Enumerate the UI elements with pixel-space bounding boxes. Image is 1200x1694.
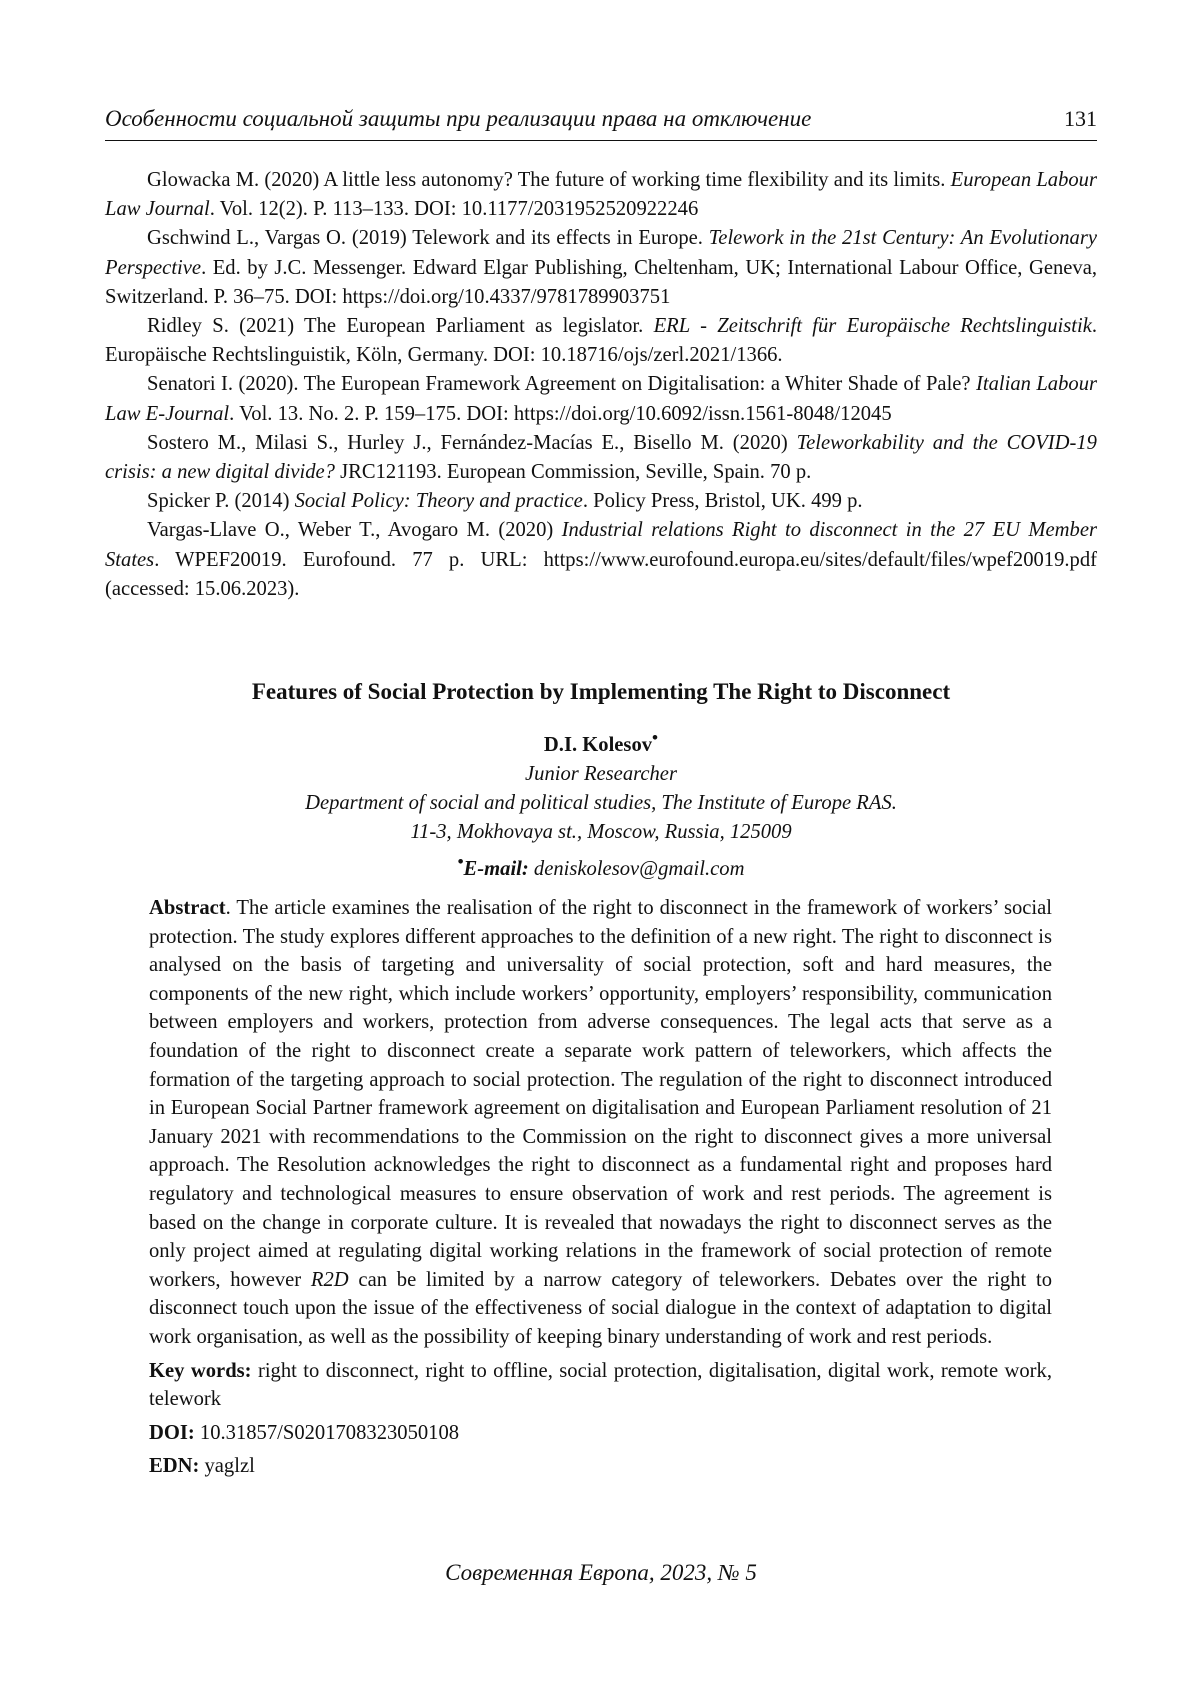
reference-item: Spicker P. (2014) Social Policy: Theory and practice. Policy Press, Bristol, UK. 499 p. bbox=[147, 490, 863, 513]
journal-footer: Современная Европа, 2023, № 5 bbox=[445, 1560, 757, 1585]
abstract-block bbox=[149, 894, 1052, 1481]
author-position: Junior Researcher bbox=[525, 762, 677, 785]
page-number: 131 bbox=[1064, 106, 1097, 131]
reference-item: Ridley S. (2021) The European Parliament as legislator. ERL - Zeitschrift für Europäische Rechtslinguistik. Europäische Rechtslinguistik, Köln, Germany. DOI: 10.18716/ojs/zerl.2021/1366. bbox=[105, 315, 1098, 367]
email-label: E-mail: bbox=[463, 857, 529, 880]
running-header bbox=[105, 106, 1097, 141]
author-name: D.I. Kolesov• bbox=[543, 728, 659, 756]
doi: DOI: 10.31857/S0201708323050108 bbox=[149, 1421, 460, 1444]
reference-item: Senatori I. (2020). The European Framework Agreement on Digitalisation: a Whiter Shade of Pale? Italian Labour Law E-Journal. Vol. 13. No. 2. P. 159–175. DOI: https://doi.org/10.6092/issn.1561-8048/12045 bbox=[105, 373, 1097, 425]
author-footnote-mark: • bbox=[652, 728, 659, 747]
reference-item: Glowacka M. (2020) A little less autonomy? The future of working time flexibility and its limits. European Labour Law Journal. Vol. 12(2). P. 113–133. DOI: 10.1177/2031952520922246 bbox=[105, 169, 1097, 221]
author-address: 11-3, Mokhovaya st., Moscow, Russia, 125009 bbox=[410, 820, 792, 843]
reference-item: Sostero M., Milasi S., Hurley J., Fernández-Macías E., Bisello M. (2020) Teleworkability and the COVID-19 crisis: a new digital divide? JRC121193. European Commission, Seville, Spain. 70 p. bbox=[105, 431, 1097, 484]
author-email[interactable]: deniskolesov@gmail.com bbox=[533, 857, 745, 880]
abstract-text: Abstract. The article examines the realisation of the right to disconnect in the framework of workers’ social protection. The study explores different approaches to the definition of a new right. The right to disconnect is analysed on the basis of targeting and universality of social protection, soft and hard measures, the components of the new right, which include workers’ opportunity, employers’ responsibility, communication between employers and workers, protection from adverse consequences. The legal acts that serve as a foundation of the right to disconnect create a separate work pattern of teleworkers, which affects the formation of the targeting approach to social protection. The regulation of the right to disconnect introduced in European Social Partner framework agreement on digitalisation and European Parliament resolution of 21 January 2021 with recommendations to the Commission on the right to disconnect gives a more universal approach. The Resolution acknowledges the right to disconnect as a fundamental right and proposes hard regulatory and technological measures to ensure observation of work and rest periods. The agreement is based on the change in corporate culture. It is revealed that nowadays the right to disconnect serves as the only project aimed at regulating digital working relations in the framework of social protection of remote workers, however R2D can be limited by a narrow category of teleworkers. Debates over the right to disconnect touch upon the issue of the effectiveness of social dialogue in the context of adaptation to digital work organisation, as well as the possibility of keeping binary understanding of work and rest periods. bbox=[149, 897, 1052, 1348]
running-title: Особенности социальной защиты при реализации права на отключение bbox=[105, 106, 812, 131]
author-department: Department of social and political studies, The Institute of Europe RAS. bbox=[305, 791, 897, 814]
reference-item: Gschwind L., Vargas O. (2019) Telework and its effects in Europe. Telework in the 21st Century: An Evolutionary Perspective. Ed. by J.C. Messenger. Edward Elgar Publishing, Cheltenham, UK; International Labour Office, Geneva, Switzerland. P. 36–75. DOI: https://doi.org/10.4337/9781789903751 bbox=[105, 227, 1097, 308]
edn: EDN: yaglzl bbox=[149, 1455, 255, 1478]
reference-list bbox=[105, 166, 1097, 604]
reference-item: Vargas-Llave O., Weber T., Avogaro M. (2020) Industrial relations Right to disconnect in the 27 EU Member States. WPEF20019. Eurofound. 77 p. URL: https://www.eurofound.europa.eu/sites/default/files/wpef20019.pdf (accessed: 15.06.2023). bbox=[105, 519, 1097, 600]
keywords: Key words: right to disconnect, right to offline, social protection, digitalisation, digital work, remote work, telework bbox=[149, 1359, 1052, 1411]
author-email-line: •E-mail: deniskolesov@gmail.com bbox=[457, 851, 745, 880]
author-block bbox=[105, 723, 1097, 884]
article-title: Features of Social Protection by Implementing The Right to Disconnect bbox=[251, 679, 951, 704]
